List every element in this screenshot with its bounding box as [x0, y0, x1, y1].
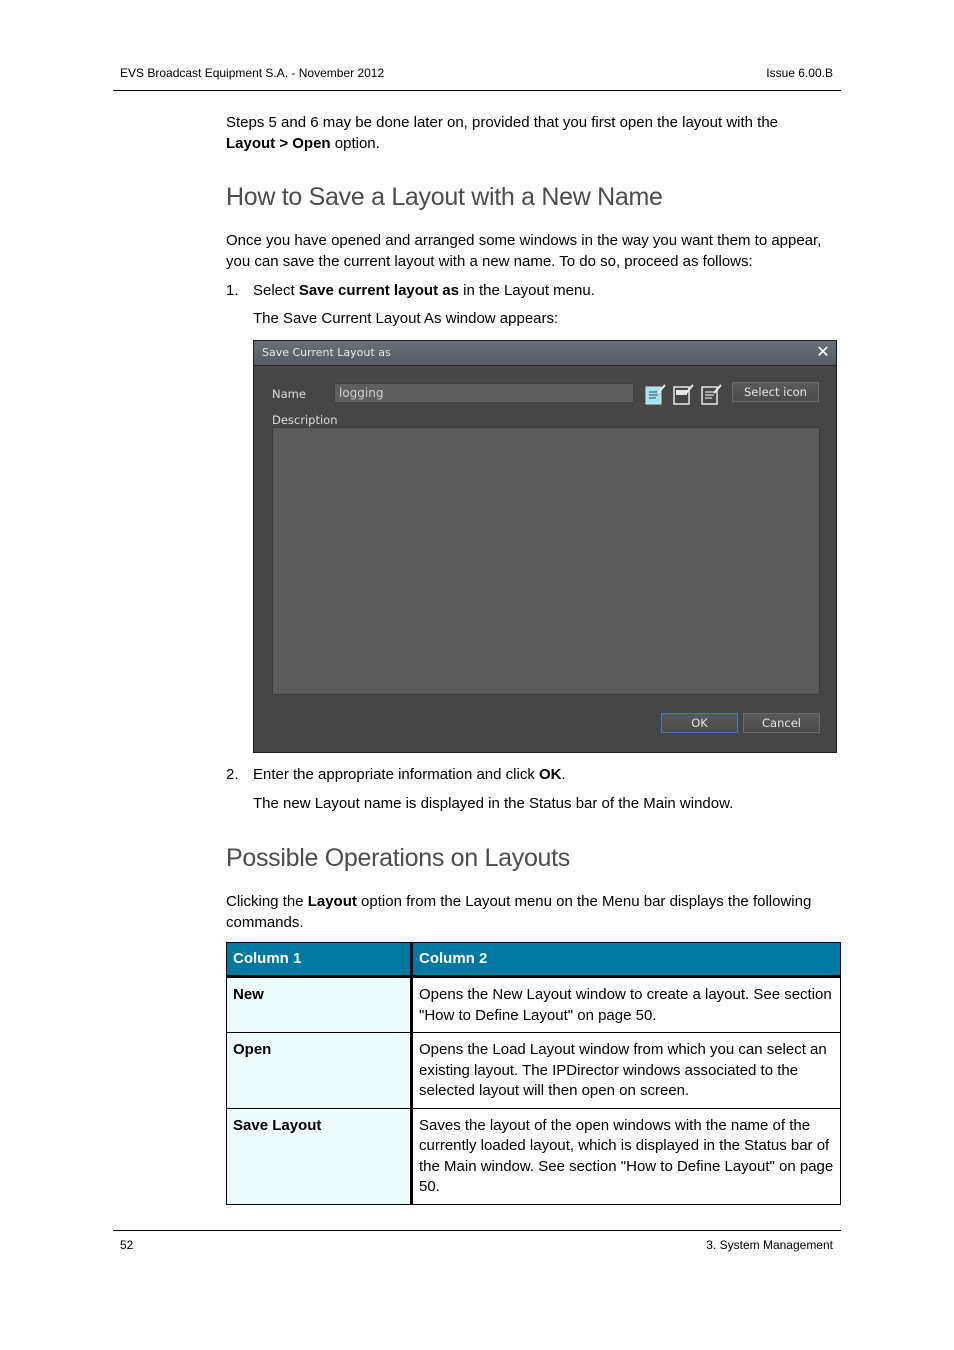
section-heading-operations: Possible Operations on Layouts	[226, 844, 570, 872]
step1-post: in the Layout menu.	[458, 282, 595, 299]
layout-icon-option[interactable]	[673, 383, 693, 405]
ok-button[interactable]: OK	[661, 713, 738, 733]
step1-pre: Select	[253, 282, 299, 299]
step1-number: 1.	[226, 282, 239, 299]
step1-text	[253, 281, 843, 302]
name-input[interactable]: logging	[334, 383, 634, 403]
close-icon[interactable]: ✕	[816, 342, 830, 361]
table-cell-command: Open	[227, 1033, 412, 1109]
name-label: Name	[272, 387, 306, 401]
table-row	[227, 1108, 841, 1204]
table-cell-command: New	[227, 977, 412, 1033]
select-icon-button[interactable]: Select icon	[732, 382, 819, 402]
intro-line: Steps 5 and 6 may be done later on, provided that you first open the layout with the	[226, 114, 779, 131]
section1-paragraph	[226, 231, 846, 272]
step1-note: The Save Current Layout As window appears:	[253, 310, 559, 327]
step2-pre: Enter the appropriate information and click	[253, 766, 539, 783]
footer-page-number: 52	[120, 1238, 134, 1252]
footer-rule	[113, 1230, 841, 1231]
step2-text	[253, 765, 843, 786]
section2-bold: Layout	[307, 893, 357, 910]
table-cell-description: Opens the Load Layout window from which you can select an existing layout. The IPDirector windows associated to the selected layout will then open on screen.	[412, 1033, 841, 1109]
section2-pre: Clicking the	[226, 893, 308, 910]
intro-bold: Layout > Open	[226, 134, 331, 152]
step1-bold: Save current layout as	[298, 282, 459, 299]
step2-post: .	[561, 766, 566, 783]
step2-note: The new Layout name is displayed in the Status bar of the Main window.	[253, 795, 734, 812]
intro-tail: option.	[330, 134, 380, 152]
section2-paragraph	[226, 892, 846, 933]
dialog-title: Save Current Layout as	[262, 346, 391, 359]
save-layout-dialog-screenshot	[253, 340, 837, 753]
layout-icon-option[interactable]	[701, 383, 721, 405]
cancel-button[interactable]: Cancel	[743, 713, 820, 733]
table-header-row	[227, 943, 841, 977]
table-cell-command: Save Layout	[227, 1108, 412, 1204]
layout-icon-option-selected[interactable]	[645, 383, 665, 405]
section-heading-save-layout: How to Save a Layout with a New Name	[226, 183, 663, 211]
header-rule	[113, 90, 841, 91]
header-issue: Issue 6.00.B	[766, 66, 833, 80]
intro-paragraph	[226, 113, 846, 154]
dialog-titlebar	[254, 341, 836, 366]
section1-line1: Once you have opened and arranged some windows in the way you want them to appear,	[226, 232, 822, 249]
layout-operations-table	[226, 942, 841, 1205]
header-company-date: EVS Broadcast Equipment S.A. - November 2012	[120, 66, 385, 80]
table-row	[227, 1033, 841, 1109]
description-label: Description	[272, 413, 338, 427]
section2-line2: commands.	[226, 913, 304, 931]
section2-post: option from the Layout menu on the Menu bar displays the following	[356, 893, 812, 910]
step2-number: 2.	[226, 766, 239, 783]
table-header-col1: Column 1	[227, 943, 412, 977]
table-cell-description: Saves the layout of the open windows with the name of the currently loaded layout, which is displayed in the Status bar of the Main window. See section "How to Define Layout" on page 50.	[412, 1108, 841, 1204]
table-row	[227, 977, 841, 1033]
step2-bold: OK	[539, 766, 562, 783]
footer-chapter: 3. System Management	[706, 1238, 833, 1252]
section1-line2: you can save the current layout with a new name. To do so, proceed as follows:	[226, 252, 753, 270]
description-textarea[interactable]	[272, 427, 820, 695]
table-header-col2: Column 2	[412, 943, 841, 977]
table-cell-description: Opens the New Layout window to create a layout. See section "How to Define Layout" on page 50.	[412, 977, 841, 1033]
